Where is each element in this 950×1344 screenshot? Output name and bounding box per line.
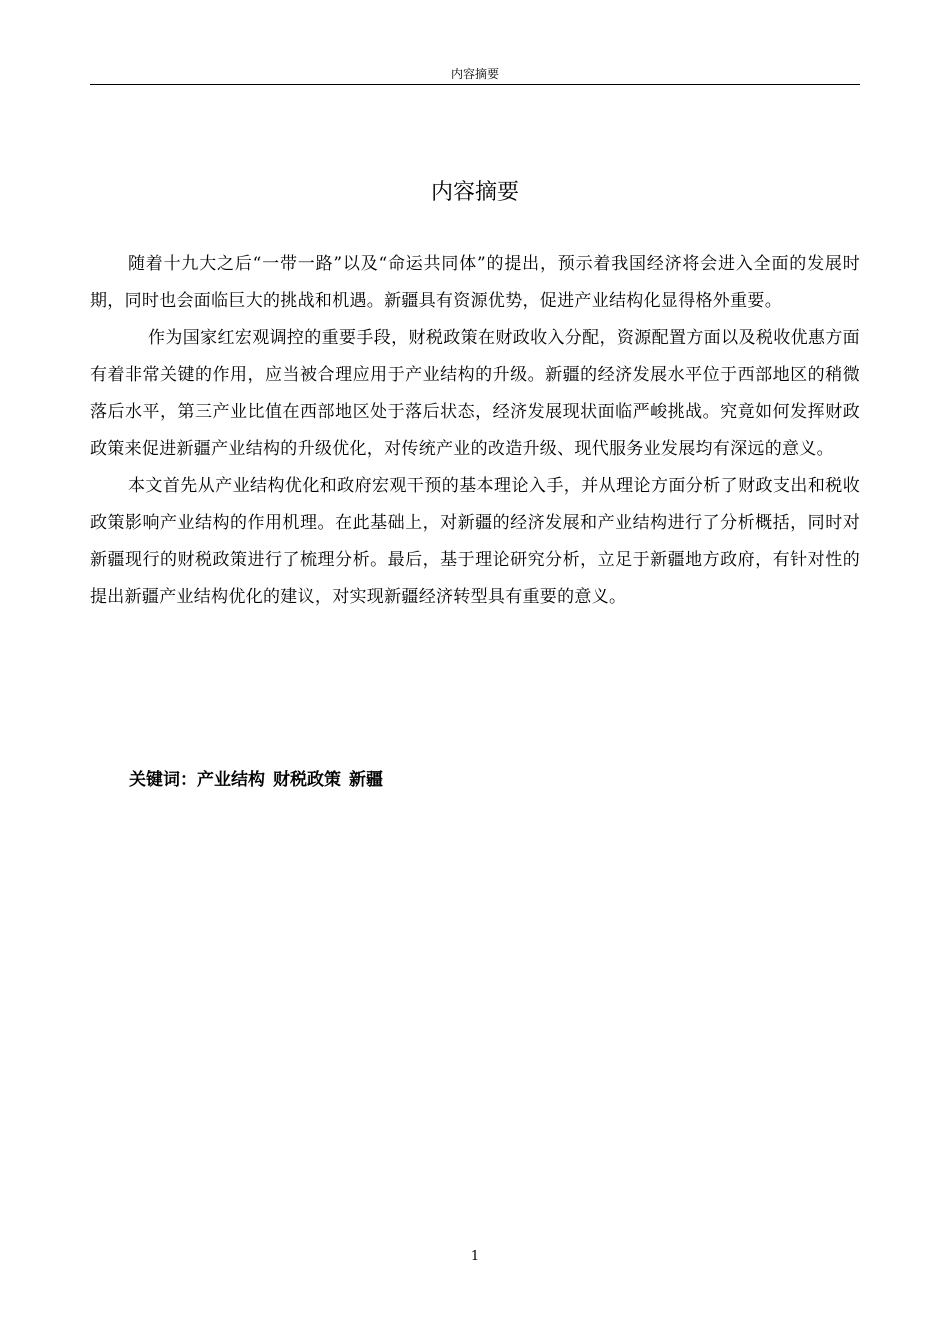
abstract-paragraph-1: 随着十九大之后“一带一路”以及“命运共同体”的提出，预示着我国经济将会进入全面的发展时期，同时也会面临巨大的挑战和机遇。新疆具有资源优势，促进产业结构化显得格外重要。 (90, 254, 860, 311)
keywords-line (129, 764, 391, 796)
abstract-body (90, 246, 860, 616)
page-number: 1 (470, 1249, 480, 1264)
running-header: 内容摘要 (450, 67, 499, 81)
keyword-term: 财税政策 (273, 770, 341, 790)
abstract-paragraph-2: 作为国家红宏观调控的重要手段，财税政策在财政收入分配，资源配置方面以及税收优惠方面有着非常关键的作用，应当被合理应用于产业结构的升级。新疆的经济发展水平位于西部地区的稍微落后水平，第三产业比值在西部地区处于落后状态，经济发展现状面临严峻挑战。究竟如何发挥财政政策来促进新疆产业结构的升级优化，对传统产业的改造升级、现代服务业发展均有深远的意义。 (90, 328, 860, 459)
page-title: 内容摘要 (430, 180, 519, 205)
abstract-paragraph-3: 本文首先从产业结构优化和政府宏观干预的基本理论入手，并从理论方面分析了财政支出和税收政策影响产业结构的作用机理。在此基础上，对新疆的经济发展和产业结构进行了分析概括，同时对新疆现行的财税政策进行了梳理分析。最后，基于理论研究分析，立足于新疆地方政府，有针对性的提出新疆产业结构优化的建议，对实现新疆经济转型具有重要的意义。 (90, 476, 860, 607)
keyword-term: 新疆 (349, 770, 383, 790)
keyword-term: 产业结构 (197, 770, 265, 790)
header-divider (90, 84, 860, 85)
keywords-label: 关键词： (129, 770, 197, 790)
